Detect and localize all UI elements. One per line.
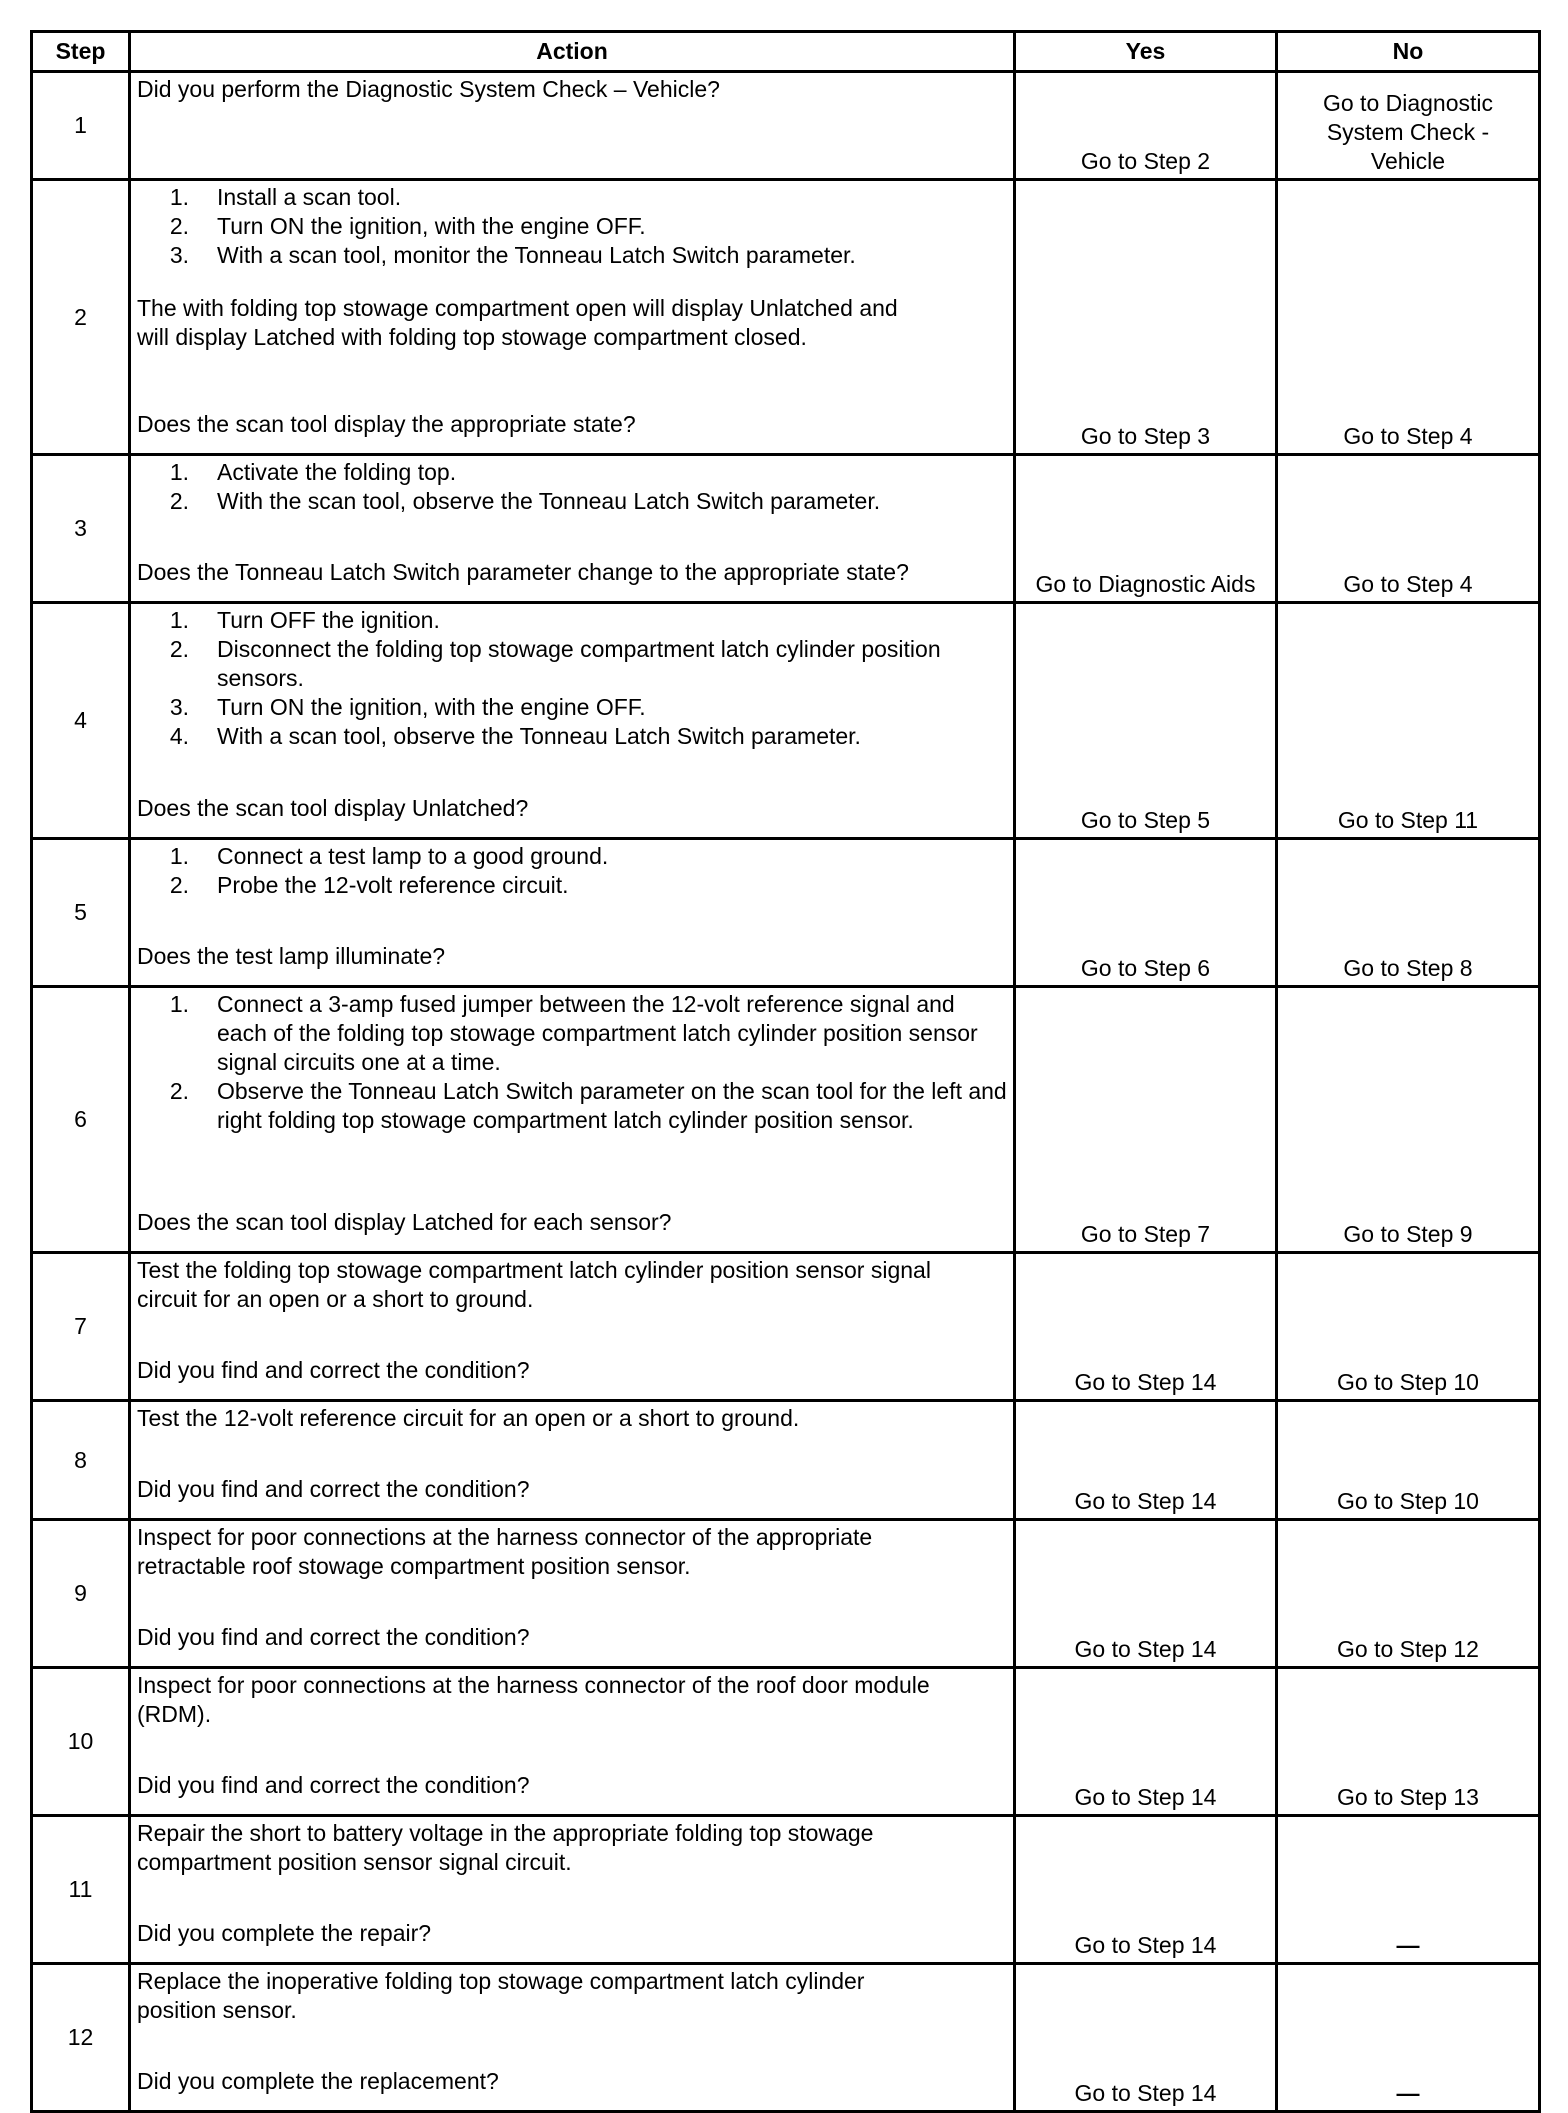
action-question: Did you complete the replacement? — [137, 2068, 499, 2094]
action-note — [137, 294, 1007, 352]
header-yes: Yes — [1015, 32, 1277, 72]
step-number: 4 — [32, 603, 130, 839]
table-row — [32, 1520, 1540, 1668]
spacer — [137, 900, 1007, 942]
procedure-item-number: 2. — [169, 213, 189, 239]
step-number: 12 — [32, 1964, 130, 2112]
step-number: 2 — [32, 180, 130, 455]
yes-result: Go to Step 6 — [1015, 839, 1277, 987]
no-result: — — [1277, 1964, 1540, 2112]
table-row — [32, 603, 1540, 839]
procedure-item — [137, 871, 1007, 900]
action-text-line: Repair the short to battery voltage in the appropriate folding top stowage — [137, 1820, 874, 1846]
no-result: Go to Step 10 — [1277, 1401, 1540, 1520]
spacer — [137, 1729, 1007, 1771]
step-number: 5 — [32, 839, 130, 987]
yes-result: Go to Step 14 — [1015, 1964, 1277, 2112]
action-question: Did you find and correct the condition? — [137, 1476, 530, 1502]
no-result: Go to Step 9 — [1277, 987, 1540, 1253]
yes-result: Go to Step 14 — [1015, 1520, 1277, 1668]
action-cell — [130, 603, 1015, 839]
header-action: Action — [130, 32, 1015, 72]
action-text-line: (RDM). — [137, 1701, 212, 1727]
action-question: Does the test lamp illuminate? — [137, 943, 446, 969]
spacer — [137, 1135, 1007, 1208]
procedure-item-text: Observe the Tonneau Latch Switch parameter on the scan tool for the left and right folding top stowage compartment latch cylinder position sensor. — [217, 1078, 1007, 1133]
action-text-line: compartment position sensor signal circuit. — [137, 1849, 572, 1875]
no-result: Go to Step 8 — [1277, 839, 1540, 987]
procedure-item-number: 3. — [169, 694, 189, 720]
no-result: Go to Step 12 — [1277, 1520, 1540, 1668]
yes-result: Go to Step 14 — [1015, 1668, 1277, 1816]
action-cell — [130, 987, 1015, 1253]
table-row — [32, 1668, 1540, 1816]
action-cell — [130, 1253, 1015, 1401]
table-row — [32, 1253, 1540, 1401]
action-question: Does the scan tool display the appropriate state? — [137, 411, 636, 437]
action-question: Does the scan tool display Latched for each sensor? — [137, 1209, 672, 1235]
step-number: 3 — [32, 455, 130, 603]
yes-result: Go to Step 2 — [1015, 72, 1277, 180]
procedure-item-text: Disconnect the folding top stowage compartment latch cylinder position sensors. — [217, 636, 941, 691]
spacer — [137, 352, 1007, 410]
action-cell — [130, 1964, 1015, 2112]
spacer — [137, 1314, 1007, 1356]
action-note-line: The with folding top stowage compartment open will display Unlatched and — [137, 295, 898, 321]
procedure-item-text: Activate the folding top. — [217, 459, 457, 485]
action-text-line: position sensor. — [137, 1997, 297, 2023]
table-row — [32, 455, 1540, 603]
yes-result: Go to Step 14 — [1015, 1816, 1277, 1964]
action-question: Did you find and correct the condition? — [137, 1772, 530, 1798]
action-question: Does the scan tool display Unlatched? — [137, 795, 529, 821]
procedure-list — [137, 990, 1007, 1135]
procedure-list — [137, 606, 1007, 751]
procedure-item — [137, 842, 1007, 871]
table-row — [32, 180, 1540, 455]
procedure-item-number: 1. — [169, 459, 189, 485]
procedure-item-text: Turn OFF the ignition. — [217, 607, 440, 633]
header-row — [32, 32, 1540, 72]
procedure-item — [137, 635, 1007, 693]
yes-result: Go to Diagnostic Aids — [1015, 455, 1277, 603]
procedure-item — [137, 722, 1007, 751]
action-text-line: Test the folding top stowage compartment latch cylinder position sensor signal — [137, 1257, 931, 1283]
action-question: Does the Tonneau Latch Switch parameter change to the appropriate state? — [137, 559, 909, 585]
spacer — [137, 1433, 1007, 1475]
procedure-item-text: With a scan tool, monitor the Tonneau Latch Switch parameter. — [217, 242, 856, 268]
action-text-line: Test the 12-volt reference circuit for an open or a short to ground. — [137, 1405, 800, 1431]
procedure-item-text: Install a scan tool. — [217, 184, 402, 210]
action-cell — [130, 180, 1015, 455]
procedure-item-number: 1. — [169, 184, 189, 210]
procedure-item-text: Connect a 3-amp fused jumper between the 12-volt reference signal and each of the folding top stowage compartment latch cylinder position sensor signal circuits one at a time. — [217, 991, 978, 1075]
procedure-item — [137, 487, 1007, 516]
action-note-line: will display Latched with folding top stowage compartment closed. — [137, 324, 807, 350]
procedure-item-number: 2. — [169, 872, 189, 898]
action-question: Did you find and correct the condition? — [137, 1624, 530, 1650]
spacer — [137, 2025, 1007, 2067]
header-no: No — [1277, 32, 1540, 72]
table-row — [32, 1401, 1540, 1520]
procedure-item-text: Turn ON the ignition, with the engine OFF. — [217, 213, 646, 239]
step-number: 7 — [32, 1253, 130, 1401]
yes-result: Go to Step 3 — [1015, 180, 1277, 455]
step-number: 10 — [32, 1668, 130, 1816]
step-number: 1 — [32, 72, 130, 180]
procedure-item-number: 1. — [169, 991, 189, 1017]
yes-result: Go to Step 14 — [1015, 1253, 1277, 1401]
procedure-item — [137, 458, 1007, 487]
procedure-item — [137, 183, 1007, 212]
no-result: Go to Diagnostic System Check - Vehicle — [1277, 72, 1540, 180]
procedure-list — [137, 183, 1007, 270]
action-text-line: circuit for an open or a short to ground. — [137, 1286, 534, 1312]
action-question: Did you complete the repair? — [137, 1920, 432, 1946]
action-cell — [130, 839, 1015, 987]
action-text-line: Replace the inoperative folding top stowage compartment latch cylinder — [137, 1968, 865, 1994]
action-cell — [130, 72, 1015, 180]
spacer — [137, 1877, 1007, 1919]
no-result: — — [1277, 1816, 1540, 1964]
action-text-line: Inspect for poor connections at the harness connector of the roof door module — [137, 1672, 930, 1698]
procedure-item-number: 1. — [169, 843, 189, 869]
procedure-item-number: 2. — [169, 636, 189, 662]
header-step: Step — [32, 32, 130, 72]
yes-result: Go to Step 5 — [1015, 603, 1277, 839]
step-number: 9 — [32, 1520, 130, 1668]
procedure-item-text: Probe the 12-volt reference circuit. — [217, 872, 569, 898]
table-row — [32, 839, 1540, 987]
action-text-line: Inspect for poor connections at the harness connector of the appropriate — [137, 1524, 873, 1550]
procedure-item — [137, 241, 1007, 270]
action-cell — [130, 1668, 1015, 1816]
procedure-item — [137, 990, 1007, 1077]
step-number: 11 — [32, 1816, 130, 1964]
procedure-item-number: 2. — [169, 488, 189, 514]
table-row — [32, 72, 1540, 180]
action-cell — [130, 1401, 1015, 1520]
procedure-list — [137, 842, 1007, 900]
no-result: Go to Step 11 — [1277, 603, 1540, 839]
spacer — [137, 1581, 1007, 1623]
procedure-item-number: 3. — [169, 242, 189, 268]
action-text-line: retractable roof stowage compartment position sensor. — [137, 1553, 691, 1579]
spacer — [137, 751, 1007, 794]
yes-result: Go to Step 7 — [1015, 987, 1277, 1253]
no-result: Go to Step 4 — [1277, 455, 1540, 603]
action-cell — [130, 455, 1015, 603]
spacer — [137, 516, 1007, 558]
spacer — [137, 104, 1007, 164]
procedure-item — [137, 606, 1007, 635]
table-row — [32, 987, 1540, 1253]
action-question: Did you find and correct the condition? — [137, 1357, 530, 1383]
action-text-line: Did you perform the Diagnostic System Check – Vehicle? — [137, 76, 720, 102]
procedure-item-text: Connect a test lamp to a good ground. — [217, 843, 609, 869]
no-result: Go to Step 4 — [1277, 180, 1540, 455]
diagnostic-table — [30, 30, 1541, 2113]
step-number: 6 — [32, 987, 130, 1253]
table-row — [32, 1964, 1540, 2112]
procedure-item-number: 4. — [169, 723, 189, 749]
procedure-list — [137, 458, 1007, 516]
action-cell — [130, 1520, 1015, 1668]
action-cell — [130, 1816, 1015, 1964]
procedure-item-text: With the scan tool, observe the Tonneau Latch Switch parameter. — [217, 488, 881, 514]
procedure-item-text: Turn ON the ignition, with the engine OFF. — [217, 694, 646, 720]
procedure-item — [137, 212, 1007, 241]
procedure-item-number: 1. — [169, 607, 189, 633]
yes-result: Go to Step 14 — [1015, 1401, 1277, 1520]
procedure-item — [137, 1077, 1007, 1135]
procedure-item-text: With a scan tool, observe the Tonneau Latch Switch parameter. — [217, 723, 861, 749]
table-row — [32, 1816, 1540, 1964]
no-result: Go to Step 13 — [1277, 1668, 1540, 1816]
step-number: 8 — [32, 1401, 130, 1520]
no-result: Go to Step 10 — [1277, 1253, 1540, 1401]
procedure-item-number: 2. — [169, 1078, 189, 1104]
procedure-item — [137, 693, 1007, 722]
